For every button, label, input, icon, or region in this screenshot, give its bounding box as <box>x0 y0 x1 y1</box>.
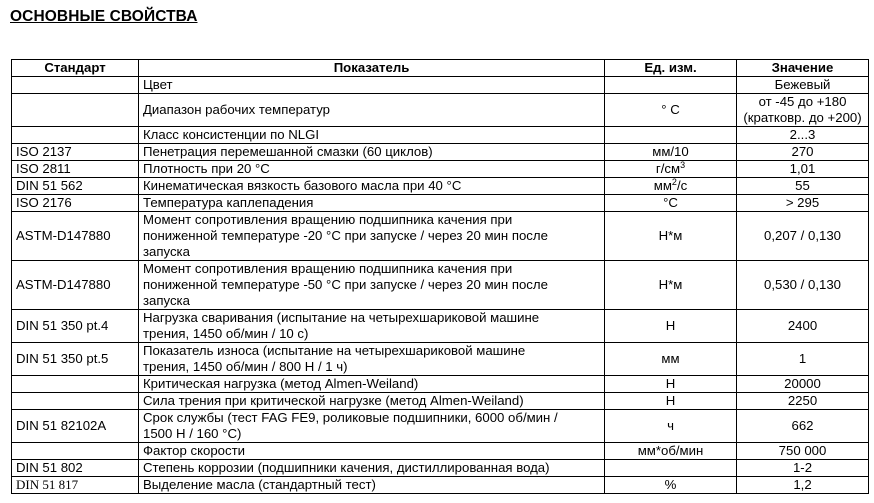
cell-indicator: Плотность при 20 °C <box>139 161 605 178</box>
table-row <box>12 195 869 212</box>
cell-unit: мм/10 <box>605 144 737 161</box>
cell-value: 2...3 <box>737 127 869 144</box>
cell-indicator: Диапазон рабочих температур <box>139 94 605 127</box>
cell-value: Бежевый <box>737 77 869 94</box>
cell-unit: Н <box>605 310 737 343</box>
header-indicator: Показатель <box>139 60 605 77</box>
cell-unit: Н*м <box>605 212 737 261</box>
header-standard: Стандарт <box>12 60 139 77</box>
cell-value: 270 <box>737 144 869 161</box>
cell-standard: ISO 2176 <box>12 195 139 212</box>
cell-standard: ASTM-D147880 <box>12 212 139 261</box>
table-row <box>12 310 869 343</box>
section-title: ОСНОВНЫЕ СВОЙСТВА <box>10 8 198 25</box>
cell-value: 20000 <box>737 376 869 393</box>
cell-unit: Н*м <box>605 261 737 310</box>
cell-indicator: Нагрузка сваривания (испытание на четырехшариковой машине трения, 1450 об/мин / 10 с) <box>139 310 605 343</box>
table-row <box>12 343 869 376</box>
cell-indicator: Цвет <box>139 77 605 94</box>
cell-standard <box>12 443 139 460</box>
cell-value: 2250 <box>737 393 869 410</box>
unit-tail: /с <box>676 178 688 193</box>
cell-standard <box>12 127 139 144</box>
cell-unit: % <box>605 477 737 494</box>
cell-value: 1 <box>737 343 869 376</box>
cell-indicator: Критическая нагрузка (метод Almen-Weiland) <box>139 376 605 393</box>
table-body <box>12 77 869 494</box>
cell-unit: мм <box>605 343 737 376</box>
cell-indicator: Пенетрация перемешанной смазки (60 циклов) <box>139 144 605 161</box>
table-row <box>12 410 869 443</box>
cell-unit <box>605 77 737 94</box>
table-row <box>12 178 869 195</box>
cell-standard: ISO 2811 <box>12 161 139 178</box>
table-row <box>12 127 869 144</box>
properties-table <box>11 59 869 494</box>
cell-standard: DIN 51 350 pt.4 <box>12 310 139 343</box>
cell-standard <box>12 393 139 410</box>
cell-unit: °C <box>605 195 737 212</box>
cell-unit: $г/см^3$ <box>605 161 737 178</box>
cell-indicator: Кинематическая вязкость базового масла при 40 °C <box>139 178 605 195</box>
header-unit: Ед. изм. <box>605 60 737 77</box>
cell-standard: DIN 51 82102A <box>12 410 139 443</box>
cell-indicator: Степень коррозии (подшипники качения, дистиллированная вода) <box>139 460 605 477</box>
cell-value: 0,530 / 0,130 <box>737 261 869 310</box>
cell-unit: Н <box>605 376 737 393</box>
table-row <box>12 144 869 161</box>
table-row <box>12 460 869 477</box>
table-row <box>12 376 869 393</box>
cell-unit: ч <box>605 410 737 443</box>
cell-indicator: Момент сопротивления вращению подшипника качения при пониженной температуре -20 °C при запуске / через 20 мин после запуска <box>139 212 605 261</box>
cell-standard: ASTM-D147880 <box>12 261 139 310</box>
cell-indicator: Показатель износа (испытание на четырехшариковой машине трения, 1450 об/мин / 800 Н / 1 ч) <box>139 343 605 376</box>
table-row <box>12 212 869 261</box>
cell-standard <box>12 77 139 94</box>
header-value: Значение <box>737 60 869 77</box>
cell-value: 1,2 <box>737 477 869 494</box>
cell-standard: DIN 51 562 <box>12 178 139 195</box>
cell-unit: Н <box>605 393 737 410</box>
unit-superscript: 2 <box>671 177 677 187</box>
cell-unit: $мм^2/с$ <box>605 178 737 195</box>
table-row <box>12 161 869 178</box>
cell-standard: DIN 51 350 pt.5 <box>12 343 139 376</box>
cell-standard: ISO 2137 <box>12 144 139 161</box>
table-row <box>12 477 869 494</box>
table-row <box>12 443 869 460</box>
table-row <box>12 77 869 94</box>
cell-standard: DIN 51 802 <box>12 460 139 477</box>
cell-value: от -45 до +180 (кратковр. до +200) <box>737 94 869 127</box>
cell-indicator: Фактор скорости <box>139 443 605 460</box>
cell-value: 1,01 <box>737 161 869 178</box>
cell-value: 0,207 / 0,130 <box>737 212 869 261</box>
cell-indicator: Сила трения при критической нагрузке (метод Almen-Weiland) <box>139 393 605 410</box>
cell-indicator: Срок службы (тест FAG FE9, роликовые подшипники, 6000 об/мин / 1500 Н / 160 °C) <box>139 410 605 443</box>
cell-value: 1-2 <box>737 460 869 477</box>
cell-value: 662 <box>737 410 869 443</box>
table-header-row <box>12 60 869 77</box>
table-row <box>12 261 869 310</box>
cell-standard <box>12 94 139 127</box>
cell-value: > 295 <box>737 195 869 212</box>
cell-value: 55 <box>737 178 869 195</box>
table-row <box>12 94 869 127</box>
cell-unit: мм*об/мин <box>605 443 737 460</box>
cell-standard: DIN 51 817 <box>12 477 139 494</box>
cell-indicator: Выделение масла (стандартный тест) <box>139 477 605 494</box>
table-row <box>12 393 869 410</box>
cell-value: 750 000 <box>737 443 869 460</box>
cell-unit <box>605 460 737 477</box>
cell-indicator: Температура каплепадения <box>139 195 605 212</box>
cell-indicator: Момент сопротивления вращению подшипника качения при пониженной температуре -50 °C при запуске / через 20 мин после запуска <box>139 261 605 310</box>
unit-superscript: 3 <box>680 160 686 170</box>
cell-standard <box>12 376 139 393</box>
cell-value: 2400 <box>737 310 869 343</box>
cell-unit <box>605 127 737 144</box>
cell-indicator: Класс консистенции по NLGI <box>139 127 605 144</box>
cell-unit: ° C <box>605 94 737 127</box>
